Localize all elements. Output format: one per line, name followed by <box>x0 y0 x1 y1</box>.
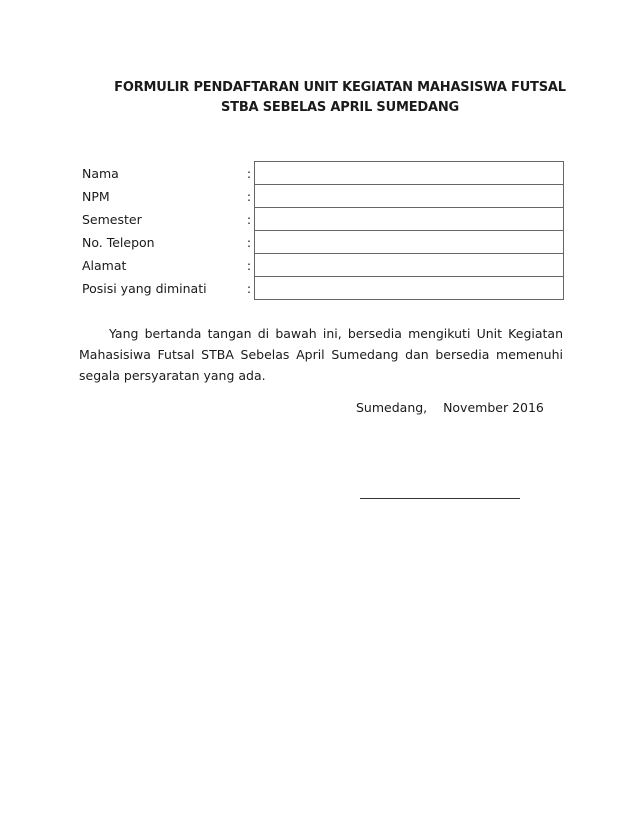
field-separator: : <box>246 257 252 273</box>
form-row-alamat <box>80 254 564 277</box>
field-separator: : <box>246 211 252 227</box>
registration-form-table <box>80 161 564 300</box>
field-box-posisi <box>255 277 564 300</box>
place-date-line <box>356 400 544 415</box>
field-box-semester <box>255 208 564 231</box>
signature-place: Sumedang, <box>356 400 428 415</box>
form-row-nama <box>80 162 564 185</box>
form-row-npm <box>80 185 564 208</box>
field-separator: : <box>246 234 252 250</box>
field-label-nama: Nama <box>82 165 119 181</box>
field-box-telepon <box>255 231 564 254</box>
statement-paragraph: Yang bertanda tangan di bawah ini, bersedia mengikuti Unit Kegiatan Mahasisiwa Futsal STBA Sebelas April Sumedang dan bersedia memenuhi segala persyaratan yang ada. <box>79 326 563 383</box>
field-label-telepon: No. Telepon <box>82 234 155 250</box>
field-label-alamat: Alamat <box>82 257 127 273</box>
signature-line <box>360 498 520 499</box>
npm-input[interactable] <box>255 185 563 207</box>
form-title-line-2: STBA SEBELAS APRIL SUMEDANG <box>221 100 459 115</box>
field-box-nama <box>255 162 564 185</box>
field-box-npm <box>255 185 564 208</box>
field-separator: : <box>246 165 252 181</box>
posisi-input[interactable] <box>255 277 563 299</box>
form-row-telepon <box>80 231 564 254</box>
field-label-semester: Semester <box>82 211 142 227</box>
form-row-posisi <box>80 277 564 300</box>
field-label-posisi: Posisi yang diminati <box>82 280 207 296</box>
field-separator: : <box>246 280 252 296</box>
field-separator: : <box>246 188 252 204</box>
alamat-input[interactable] <box>255 254 563 276</box>
field-box-alamat <box>255 254 564 277</box>
signature-date: November 2016 <box>443 400 544 415</box>
form-row-semester <box>80 208 564 231</box>
field-label-npm: NPM <box>82 188 110 204</box>
form-title-line-1: FORMULIR PENDAFTARAN UNIT KEGIATAN MAHASISWA FUTSAL <box>114 80 566 95</box>
semester-input[interactable] <box>255 208 563 230</box>
telepon-input[interactable] <box>255 231 563 253</box>
nama-input[interactable] <box>255 162 563 184</box>
